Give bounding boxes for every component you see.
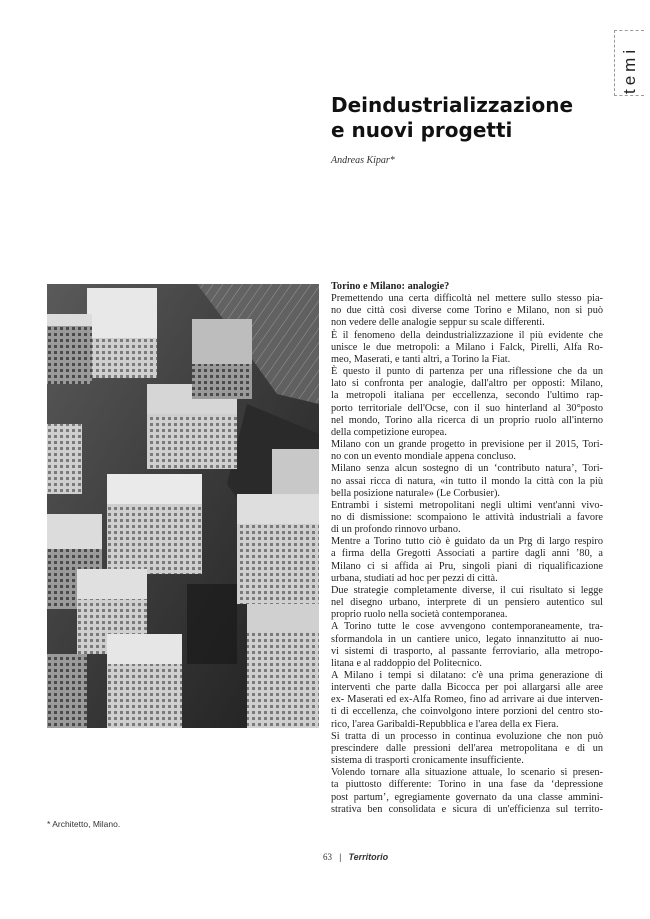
body-line: lato si confronta per analogie, dall'altro per opposti: Milano, <box>331 378 603 390</box>
body-subheading: Torino e Milano: analogie? <box>331 281 450 292</box>
body-line: ta piuttosto differente: Torino in una fase da ‘depressione <box>331 779 603 791</box>
body-line: proprio ruolo nella società contemporanea. <box>331 609 508 621</box>
body-line: nel mondo, Torino alla ricerca di un proprio ruolo all'interno <box>331 414 603 426</box>
body-line: Milano con un grande progetto in previsione per il 2015, Tori- <box>331 439 603 451</box>
body-line: no assai ricca di natura, «in tutto il mondo la città con la più <box>331 475 603 487</box>
magazine-name: Territorio <box>348 852 389 862</box>
body-line: no di dismissione: scompaiono le attività industriali a favore <box>331 511 603 523</box>
body-line: Milano senza alcun sostegno di un ‘contributo natura’, Tori- <box>331 463 603 475</box>
body-line: strativa ben consolidata e sicura di un'efficienza sul territo- <box>331 803 603 815</box>
article-body <box>331 281 603 816</box>
body-line: no con un evento mondiale appena concluso. <box>331 451 517 463</box>
body-line: meo, Maserati, e tanti altri, a Torino la Fiat. <box>331 353 511 365</box>
footnote: * Architetto, Milano. <box>47 819 121 829</box>
body-line: ti di eccellenza, che coinvolgono intere porzioni del centro sto- <box>331 706 603 718</box>
body-line: della competizione europea. <box>331 426 447 438</box>
body-paragraphs <box>331 293 603 816</box>
title-line: e nuovi progetti <box>331 118 513 142</box>
footer-separator: | <box>339 852 342 862</box>
body-line: non vedere delle analogie seppur su scale differenti. <box>331 317 545 329</box>
page-footer <box>323 852 388 862</box>
body-line: Si tratta di un processo in continua evoluzione che non può <box>331 730 603 742</box>
title-line: Deindustrializzazione <box>331 93 574 117</box>
page-number: 63 <box>323 852 332 862</box>
section-tab-label: temi <box>620 45 639 94</box>
body-line: prescindere dalle pressioni dell'area metropolitana e di un <box>331 742 603 754</box>
body-line: no due città così diverse come Torino e Milano, non si può <box>331 305 603 317</box>
body-line: Volendo tornare alla situazione attuale, lo scenario si presen- <box>331 767 603 779</box>
body-line: a firma della Gregotti Associati a partire dagli anni ’80, a <box>331 548 603 560</box>
body-line: porto territoriale dell'Ocse, con il suo hinterland al 30°posto <box>331 402 603 414</box>
body-line: nel disegno urbano, interprete di un pensiero autentico sul <box>331 597 603 609</box>
author-byline: Andreas Kipar* <box>331 155 395 166</box>
body-line: litana e al raddoppio del Politecnico. <box>331 657 482 669</box>
article-title <box>331 93 573 143</box>
body-line: sformandola in un cantiere unico, legato innanzitutto ai nuo- <box>331 633 603 645</box>
body-line: ex- Maserati ed ex-Alfa Romeo, fino ad arrivare ai due interven- <box>331 694 603 706</box>
body-line: la metropoli italiana per eccellenza, secondo l'ultimo rap- <box>331 390 603 402</box>
body-line: unisce le due metropoli: a Milano i Falck, Pirelli, Alfa Ro- <box>331 341 603 353</box>
body-line: Entrambi i sistemi metropolitani negli ultimi vent'anni vivo- <box>331 499 603 511</box>
body-line: sistema di trasporti cronicamente insufficiente. <box>331 755 524 767</box>
body-line: A Milano i tempi si dilatano: c'è una prima generazione di <box>331 670 603 681</box>
body-line: interventi che parte dalla Bicocca per poi allargarsi alle aree <box>331 682 603 694</box>
body-line: Premettendo una certa difficoltà nel mettere sullo stesso pia- <box>331 293 603 305</box>
body-line: bella posizione naturale» (Le Corbusier). <box>331 487 500 499</box>
body-line: Milano ci si affida ai Pru, singoli piani di riqualificazione <box>331 560 603 572</box>
body-line: A Torino tutte le cose avvengono contemporaneamente, tra- <box>331 621 603 633</box>
body-line: Due strategie completamente diverse, il cui risultato si legge <box>331 584 603 596</box>
body-line: urbana, studiati ad hoc per pezzi di città. <box>331 572 498 584</box>
body-line: È il fenomeno della deindustrializzazione il più evidente che <box>331 329 603 341</box>
body-line: rico, l'area Garibaldi-Repubblica e l'area della ex Fiera. <box>331 718 559 730</box>
body-line: vi sistemi di trasporto, al passante ferroviario, alla metropo- <box>331 645 603 657</box>
body-line: Mentre a Torino tutto ciò è guidato da un Prg di largo respiro <box>331 536 603 548</box>
aerial-photo-model <box>47 284 319 728</box>
body-line: È questo il punto di partenza per una riflessione che da un <box>331 366 603 378</box>
body-line: post partum’, egregiamente governato da una classe ammini- <box>331 791 603 803</box>
body-line: di un profondo rinnovo urbano. <box>331 524 461 536</box>
